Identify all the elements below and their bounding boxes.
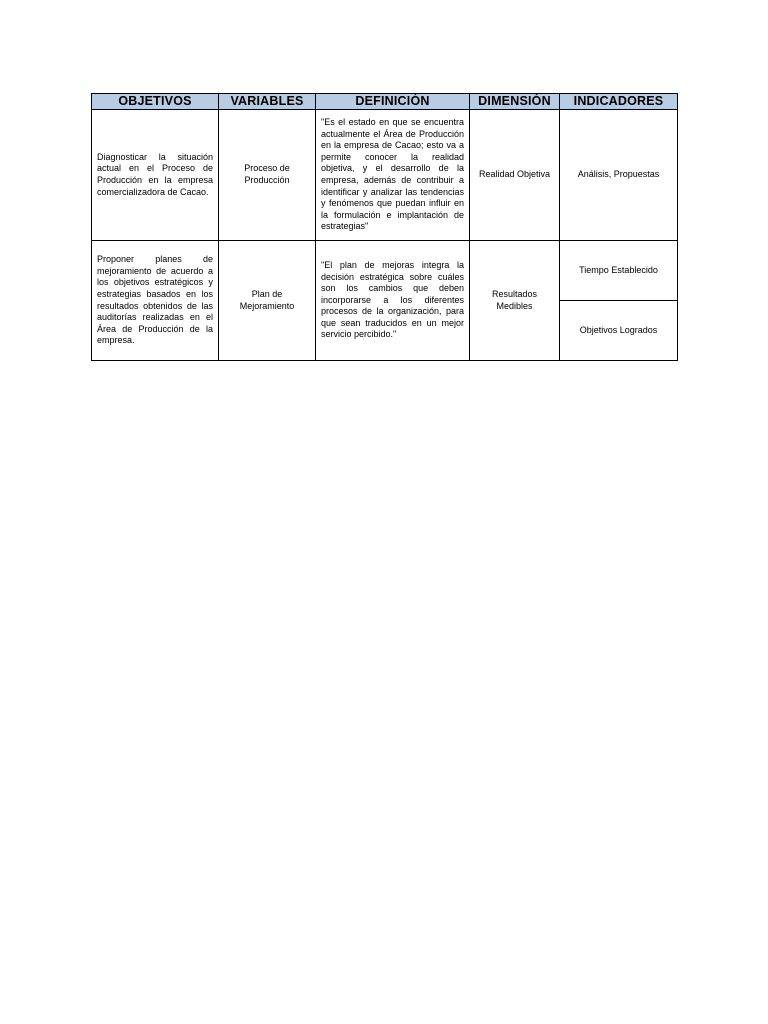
cell-objetivo: Proponer planes de mejoramiento de acuerdo a los objetivos estratégicos y estrategias basados en los resultados obtenidos de las auditorías realizadas en el Área de Producción de la empresa. <box>92 241 219 361</box>
table-row <box>92 241 678 301</box>
table-header-row <box>92 94 678 110</box>
cell-definicion: "Es el estado en que se encuentra actualmente el Área de Producción en la empresa de Cacao; esto va a permite conocer la realidad objetiva, y el desarrollo de la empresa, además de contribuir a identificar y analizar las tendencias y fenómenos que puedan influir en la formulación e implantación de estrategias" <box>316 110 470 241</box>
header-definicion: DEFINICIÓN <box>316 94 470 110</box>
header-indicadores: INDICADORES <box>560 94 678 110</box>
cell-dimension: Resultados Medibles <box>470 241 560 361</box>
cell-dimension: Realidad Objetiva <box>470 110 560 241</box>
cell-variable: Proceso de Producción <box>219 110 316 241</box>
cell-indicador: Análisis, Propuestas <box>560 110 678 241</box>
cell-indicador: Tiempo Establecido <box>560 241 678 301</box>
header-variables: VARIABLES <box>219 94 316 110</box>
cell-indicador: Objetivos Logrados <box>560 301 678 361</box>
cell-definicion: "El plan de mejoras integra la decisión estratégica sobre cuáles son los cambios que deben incorporarse a los diferentes procesos de la organización, para que sean traducidos en un mejor servicio percibido." <box>316 241 470 361</box>
cell-variable: Plan de Mejoramiento <box>219 241 316 361</box>
cell-objetivo: Diagnosticar la situación actual en el Proceso de Producción en la empresa comercializadora de Cacao. <box>92 110 219 241</box>
table-row <box>92 110 678 241</box>
header-objetivos: OBJETIVOS <box>92 94 219 110</box>
header-dimension: DIMENSIÓN <box>470 94 560 110</box>
operationalization-table <box>91 93 678 361</box>
